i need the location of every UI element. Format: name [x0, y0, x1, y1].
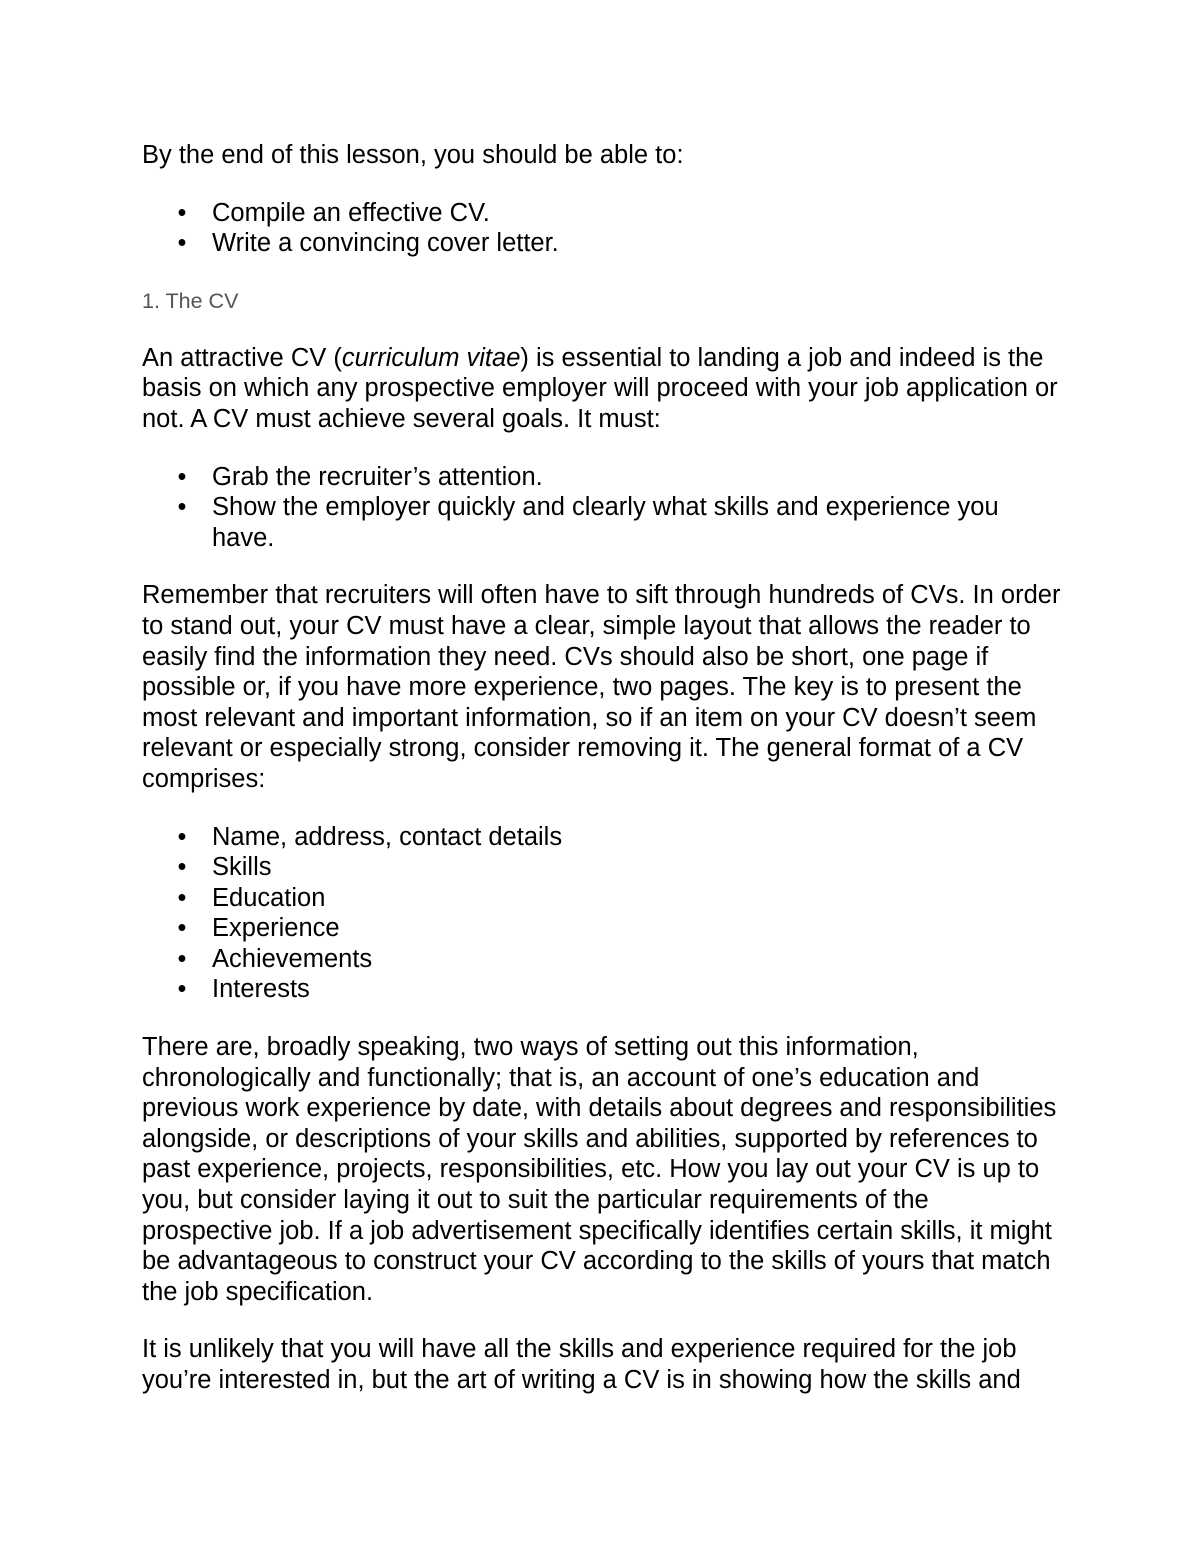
- list-item-text: Write a convincing cover letter.: [212, 229, 559, 258]
- list-item: [142, 944, 1062, 975]
- list-item: [142, 462, 1062, 493]
- list-item-text: Education: [212, 883, 326, 912]
- objectives-list: [142, 198, 1062, 259]
- bullet-icon: •: [177, 975, 187, 1004]
- list-item-text: Grab the recruiter’s attention.: [212, 462, 543, 491]
- bullet-icon: •: [177, 883, 187, 912]
- list-item-text: Name, address, contact details: [212, 822, 563, 851]
- paragraph-skills: It is unlikely that you will have all the skills and experience required for the job you’re interested in, but the art of writing a CV is in showing how the skills and: [142, 1335, 1021, 1394]
- goals-list: [142, 462, 1062, 554]
- bullet-icon: •: [177, 944, 187, 973]
- italic-term: curriculum vitae: [341, 343, 521, 372]
- document-body: [142, 140, 1062, 1396]
- bullet-icon: •: [177, 853, 187, 882]
- list-item-text: Skills: [212, 853, 272, 882]
- paragraph-text: An attractive CV (: [142, 343, 342, 372]
- list-item: [142, 228, 1062, 259]
- list-item: [142, 913, 1062, 944]
- list-item-text: Interests: [212, 975, 310, 1004]
- list-item: [142, 492, 1062, 553]
- list-item: [142, 974, 1062, 1005]
- list-item-text: Compile an effective CV.: [212, 198, 490, 227]
- bullet-icon: •: [177, 822, 187, 851]
- section-heading: 1. The CV: [142, 288, 239, 313]
- cv-format-list: [142, 822, 1062, 1006]
- paragraph-layout-ways: There are, broadly speaking, two ways of setting out this information, chronologically and functionally; that is, an account of one’s education and previous work experience by date, with details about degrees and responsibilities alongside, or descriptions of your skills and abilities, supported by references to past experience, projects, responsibilities, etc. How you lay out your CV is up to you, but consider laying it out to suit the particular requirements of the prospective job. If a job advertisement specifically identifies certain skills, it might be advantageous to construct your CV according to the skills of yours that match the job specification.: [142, 1033, 1057, 1306]
- bullet-icon: •: [177, 493, 187, 522]
- bullet-icon: •: [177, 198, 187, 227]
- bullet-icon: •: [177, 462, 187, 491]
- bullet-icon: •: [177, 914, 187, 943]
- list-item: [142, 198, 1062, 229]
- intro-text: By the end of this lesson, you should be able to:: [142, 141, 684, 169]
- paragraph-cv-intro: [142, 343, 1062, 435]
- list-item: [142, 852, 1062, 883]
- list-item-text: Achievements: [212, 944, 373, 973]
- bullet-icon: •: [177, 229, 187, 258]
- list-item: [142, 883, 1062, 914]
- list-item: [142, 822, 1062, 853]
- list-item-text: Experience: [212, 914, 340, 943]
- list-item-text: Show the employer quickly and clearly what skills and experience you have.: [212, 493, 999, 552]
- paragraph-recruiters: Remember that recruiters will often have to sift through hundreds of CVs. In order to stand out, your CV must have a clear, simple layout that allows the reader to easily find the information they need. CVs should also be short, one page if possible or, if you have more experience, two pages. The key is to present the most relevant and important information, so if an item on your CV doesn’t seem relevant or especially strong, consider removing it. The general format of a CV comprises:: [142, 581, 1061, 793]
- paragraph-text: ) is essential to landing a job and indeed is the basis on which any prospective employer will proceed with your job application or not. A CV must achieve several goals. It must:: [142, 343, 1058, 433]
